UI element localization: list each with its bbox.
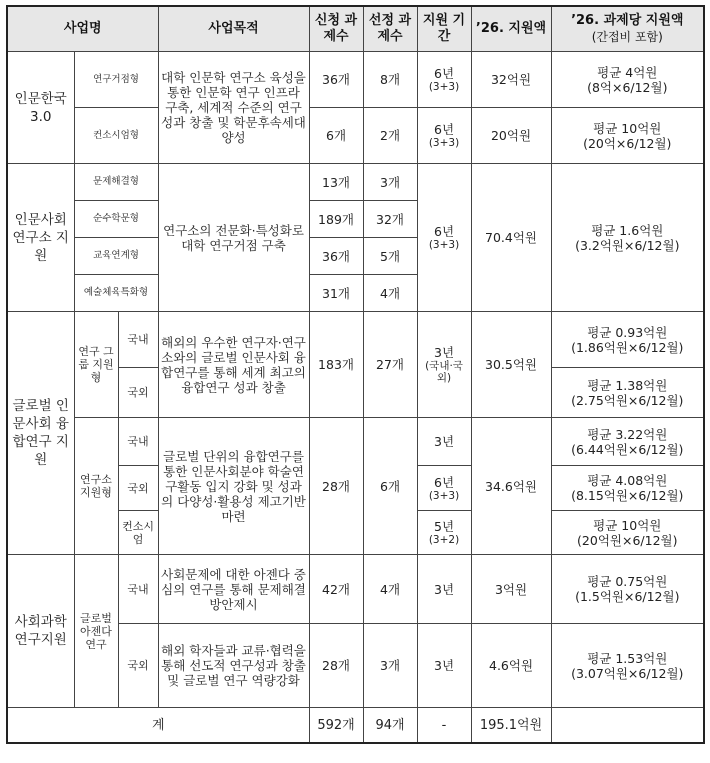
program-purpose: 글로벌 단위의 융합연구를 통한 인문사회분야 학술연구활동 입지 강화 및 성과의 다양성·활용성 제고기반 마련 xyxy=(158,418,309,555)
header-purpose: 사업목적 xyxy=(158,6,309,52)
program-name: 글로벌 인문사회 융합연구 지원 xyxy=(7,312,74,555)
sub-program: 컨소시엄형 xyxy=(74,108,158,164)
support-period xyxy=(417,52,471,108)
period-note: (3+3) xyxy=(428,137,460,149)
per-project-amount xyxy=(551,466,704,511)
header-name: 사업명 xyxy=(7,6,158,52)
period-note: (3+3) xyxy=(428,239,460,251)
avg-calc: (20억×6/12월) xyxy=(583,135,672,151)
avg-amount: 평균 1.38억원 xyxy=(587,377,668,393)
sub-program: 예술체육특화형 xyxy=(74,275,158,312)
support-period xyxy=(417,466,471,511)
avg-amount: 평균 4.08억원 xyxy=(587,473,668,488)
period-note: (국내·국외) xyxy=(425,360,463,384)
per-project-amount xyxy=(551,368,704,418)
domestic-foreign-type: 국외 xyxy=(118,368,158,418)
budget-amount: 32억원 xyxy=(471,52,551,108)
total-label: 계 xyxy=(7,708,309,744)
period-note: (3+3) xyxy=(428,489,460,502)
program-name: 사회과학 연구지원 xyxy=(7,555,74,708)
avg-calc: (8.15억원×6/12월) xyxy=(571,488,684,503)
avg-amount: 평균 1.53억원 xyxy=(587,650,668,666)
applied-count: 28개 xyxy=(309,418,363,555)
per-project-amount xyxy=(551,511,704,555)
total-period: - xyxy=(417,708,471,744)
sub-program: 문제해결형 xyxy=(74,164,158,201)
avg-amount: 평균 10억원 xyxy=(593,120,662,136)
per-project-amount xyxy=(551,108,704,164)
header-per-project-note: (간접비 포함) xyxy=(591,30,663,44)
selected-count: 3개 xyxy=(363,624,417,708)
applied-count: 42개 xyxy=(309,555,363,624)
per-project-amount xyxy=(551,312,704,368)
sub-program: 교육연계형 xyxy=(74,238,158,275)
budget-amount: 30.5억원 xyxy=(471,312,551,418)
header-per-project xyxy=(551,6,704,52)
header-selected: 선정 과제수 xyxy=(363,6,417,52)
selected-count: 32개 xyxy=(363,201,417,238)
domestic-foreign-type: 국내 xyxy=(118,312,158,368)
period-years: 6년 xyxy=(434,122,455,137)
budget-amount: 3억원 xyxy=(471,555,551,624)
program-budget-table xyxy=(6,5,705,744)
selected-count: 8개 xyxy=(363,52,417,108)
budget-amount: 34.6억원 xyxy=(471,418,551,555)
sub-program: 연구거점형 xyxy=(74,52,158,108)
domestic-foreign-type: 국외 xyxy=(118,466,158,511)
table-row xyxy=(7,555,704,624)
program-purpose: 해외 학자들과 교류·협력을 통해 선도적 연구성과 창출 및 글로벌 연구 역량강화 xyxy=(158,624,309,708)
applied-count: 31개 xyxy=(309,275,363,312)
selected-count: 5개 xyxy=(363,238,417,275)
program-name: 인문사회 연구소 지원 xyxy=(7,164,74,312)
avg-calc: (2.75억원×6/12월) xyxy=(571,392,684,408)
period-years: 5년 xyxy=(434,519,455,534)
avg-amount: 평균 10억원 xyxy=(593,517,662,533)
table-row xyxy=(7,418,704,466)
per-project-amount xyxy=(551,164,704,312)
table-row xyxy=(7,108,704,164)
avg-calc: (1.5억원×6/12월) xyxy=(575,589,680,604)
selected-count: 4개 xyxy=(363,555,417,624)
selected-count: 6개 xyxy=(363,418,417,555)
table-row xyxy=(7,52,704,108)
support-period xyxy=(417,312,471,418)
support-period: 3년 xyxy=(417,624,471,708)
total-selected: 94개 xyxy=(363,708,417,744)
period-years: 6년 xyxy=(434,224,455,239)
program-purpose: 대학 인문학 연구소 육성을 통한 인문학 연구 인프라 구축, 세계적 수준의 연구성과 창출 및 학문후속세대 양성 xyxy=(158,52,309,164)
total-row xyxy=(7,708,704,744)
header-period: 지원 기간 xyxy=(417,6,471,52)
applied-count: 28개 xyxy=(309,624,363,708)
selected-count: 3개 xyxy=(363,164,417,201)
total-per-project xyxy=(551,708,704,744)
applied-count: 183개 xyxy=(309,312,363,418)
support-period xyxy=(417,108,471,164)
program-purpose: 연구소의 전문화·특성화로 대학 연구거점 구축 xyxy=(158,164,309,312)
avg-amount: 평균 1.6억원 xyxy=(591,222,664,238)
period-note: (3+3) xyxy=(428,81,460,93)
period-years: 6년 xyxy=(434,66,455,81)
domestic-foreign-type: 국내 xyxy=(118,555,158,624)
header-applied: 신청 과제수 xyxy=(309,6,363,52)
header-per-project-label: ’26. 과제당 지원액 xyxy=(571,13,684,28)
program-purpose: 사회문제에 대한 아젠다 중심의 연구를 통해 문제해결 방안제시 xyxy=(158,555,309,624)
avg-amount: 평균 3.22억원 xyxy=(587,426,668,442)
program-name: 인문한국 3.0 xyxy=(7,52,74,164)
period-note: (3+2) xyxy=(428,534,460,546)
support-period xyxy=(417,511,471,555)
avg-calc: (1.86억원×6/12월) xyxy=(571,339,684,355)
selected-count: 27개 xyxy=(363,312,417,418)
applied-count: 36개 xyxy=(309,52,363,108)
support-period: 3년 xyxy=(417,555,471,624)
per-project-amount xyxy=(551,624,704,708)
support-period xyxy=(417,418,471,466)
sub-program: 글로벌 아젠다 연구 xyxy=(74,555,118,708)
sub-program: 연구 그룹 지원형 xyxy=(74,312,118,418)
per-project-amount xyxy=(551,52,704,108)
sub-program: 연구소 지원형 xyxy=(74,418,118,555)
avg-calc: (20억원×6/12월) xyxy=(577,532,678,548)
applied-count: 13개 xyxy=(309,164,363,201)
selected-count: 4개 xyxy=(363,275,417,312)
avg-amount: 평균 0.93억원 xyxy=(587,324,668,340)
table-header-row xyxy=(7,6,704,52)
total-budget: 195.1억원 xyxy=(471,708,551,744)
applied-count: 36개 xyxy=(309,238,363,275)
period-years: 3년 xyxy=(434,434,455,449)
selected-count: 2개 xyxy=(363,108,417,164)
period-years: 3년 xyxy=(434,345,455,360)
domestic-foreign-type: 국내 xyxy=(118,418,158,466)
header-budget: ’26. 지원액 xyxy=(471,6,551,52)
avg-calc: (3.07억원×6/12월) xyxy=(571,665,684,681)
applied-count: 189개 xyxy=(309,201,363,238)
avg-amount: 평균 4억원 xyxy=(597,64,658,80)
budget-amount: 20억원 xyxy=(471,108,551,164)
table-row xyxy=(7,312,704,368)
avg-calc: (6.44억원×6/12월) xyxy=(571,441,684,457)
program-table-wrapper xyxy=(6,5,703,744)
domestic-foreign-type: 컨소시엄 xyxy=(118,511,158,555)
applied-count: 6개 xyxy=(309,108,363,164)
domestic-foreign-type: 국외 xyxy=(118,624,158,708)
total-applied: 592개 xyxy=(309,708,363,744)
avg-calc: (8억×6/12월) xyxy=(587,79,668,95)
avg-calc: (3.2억원×6/12월) xyxy=(575,237,680,253)
sub-program: 순수학문형 xyxy=(74,201,158,238)
per-project-amount xyxy=(551,555,704,624)
period-years: 6년 xyxy=(434,474,455,490)
per-project-amount xyxy=(551,418,704,466)
budget-amount: 4.6억원 xyxy=(471,624,551,708)
program-purpose: 해외의 우수한 연구자·연구소와의 글로벌 인문사회 융합연구를 통해 세계 최고의 융합연구 성과 창출 xyxy=(158,312,309,418)
support-period xyxy=(417,164,471,312)
avg-amount: 평균 0.75억원 xyxy=(587,574,668,589)
budget-amount: 70.4억원 xyxy=(471,164,551,312)
table-row xyxy=(7,164,704,201)
